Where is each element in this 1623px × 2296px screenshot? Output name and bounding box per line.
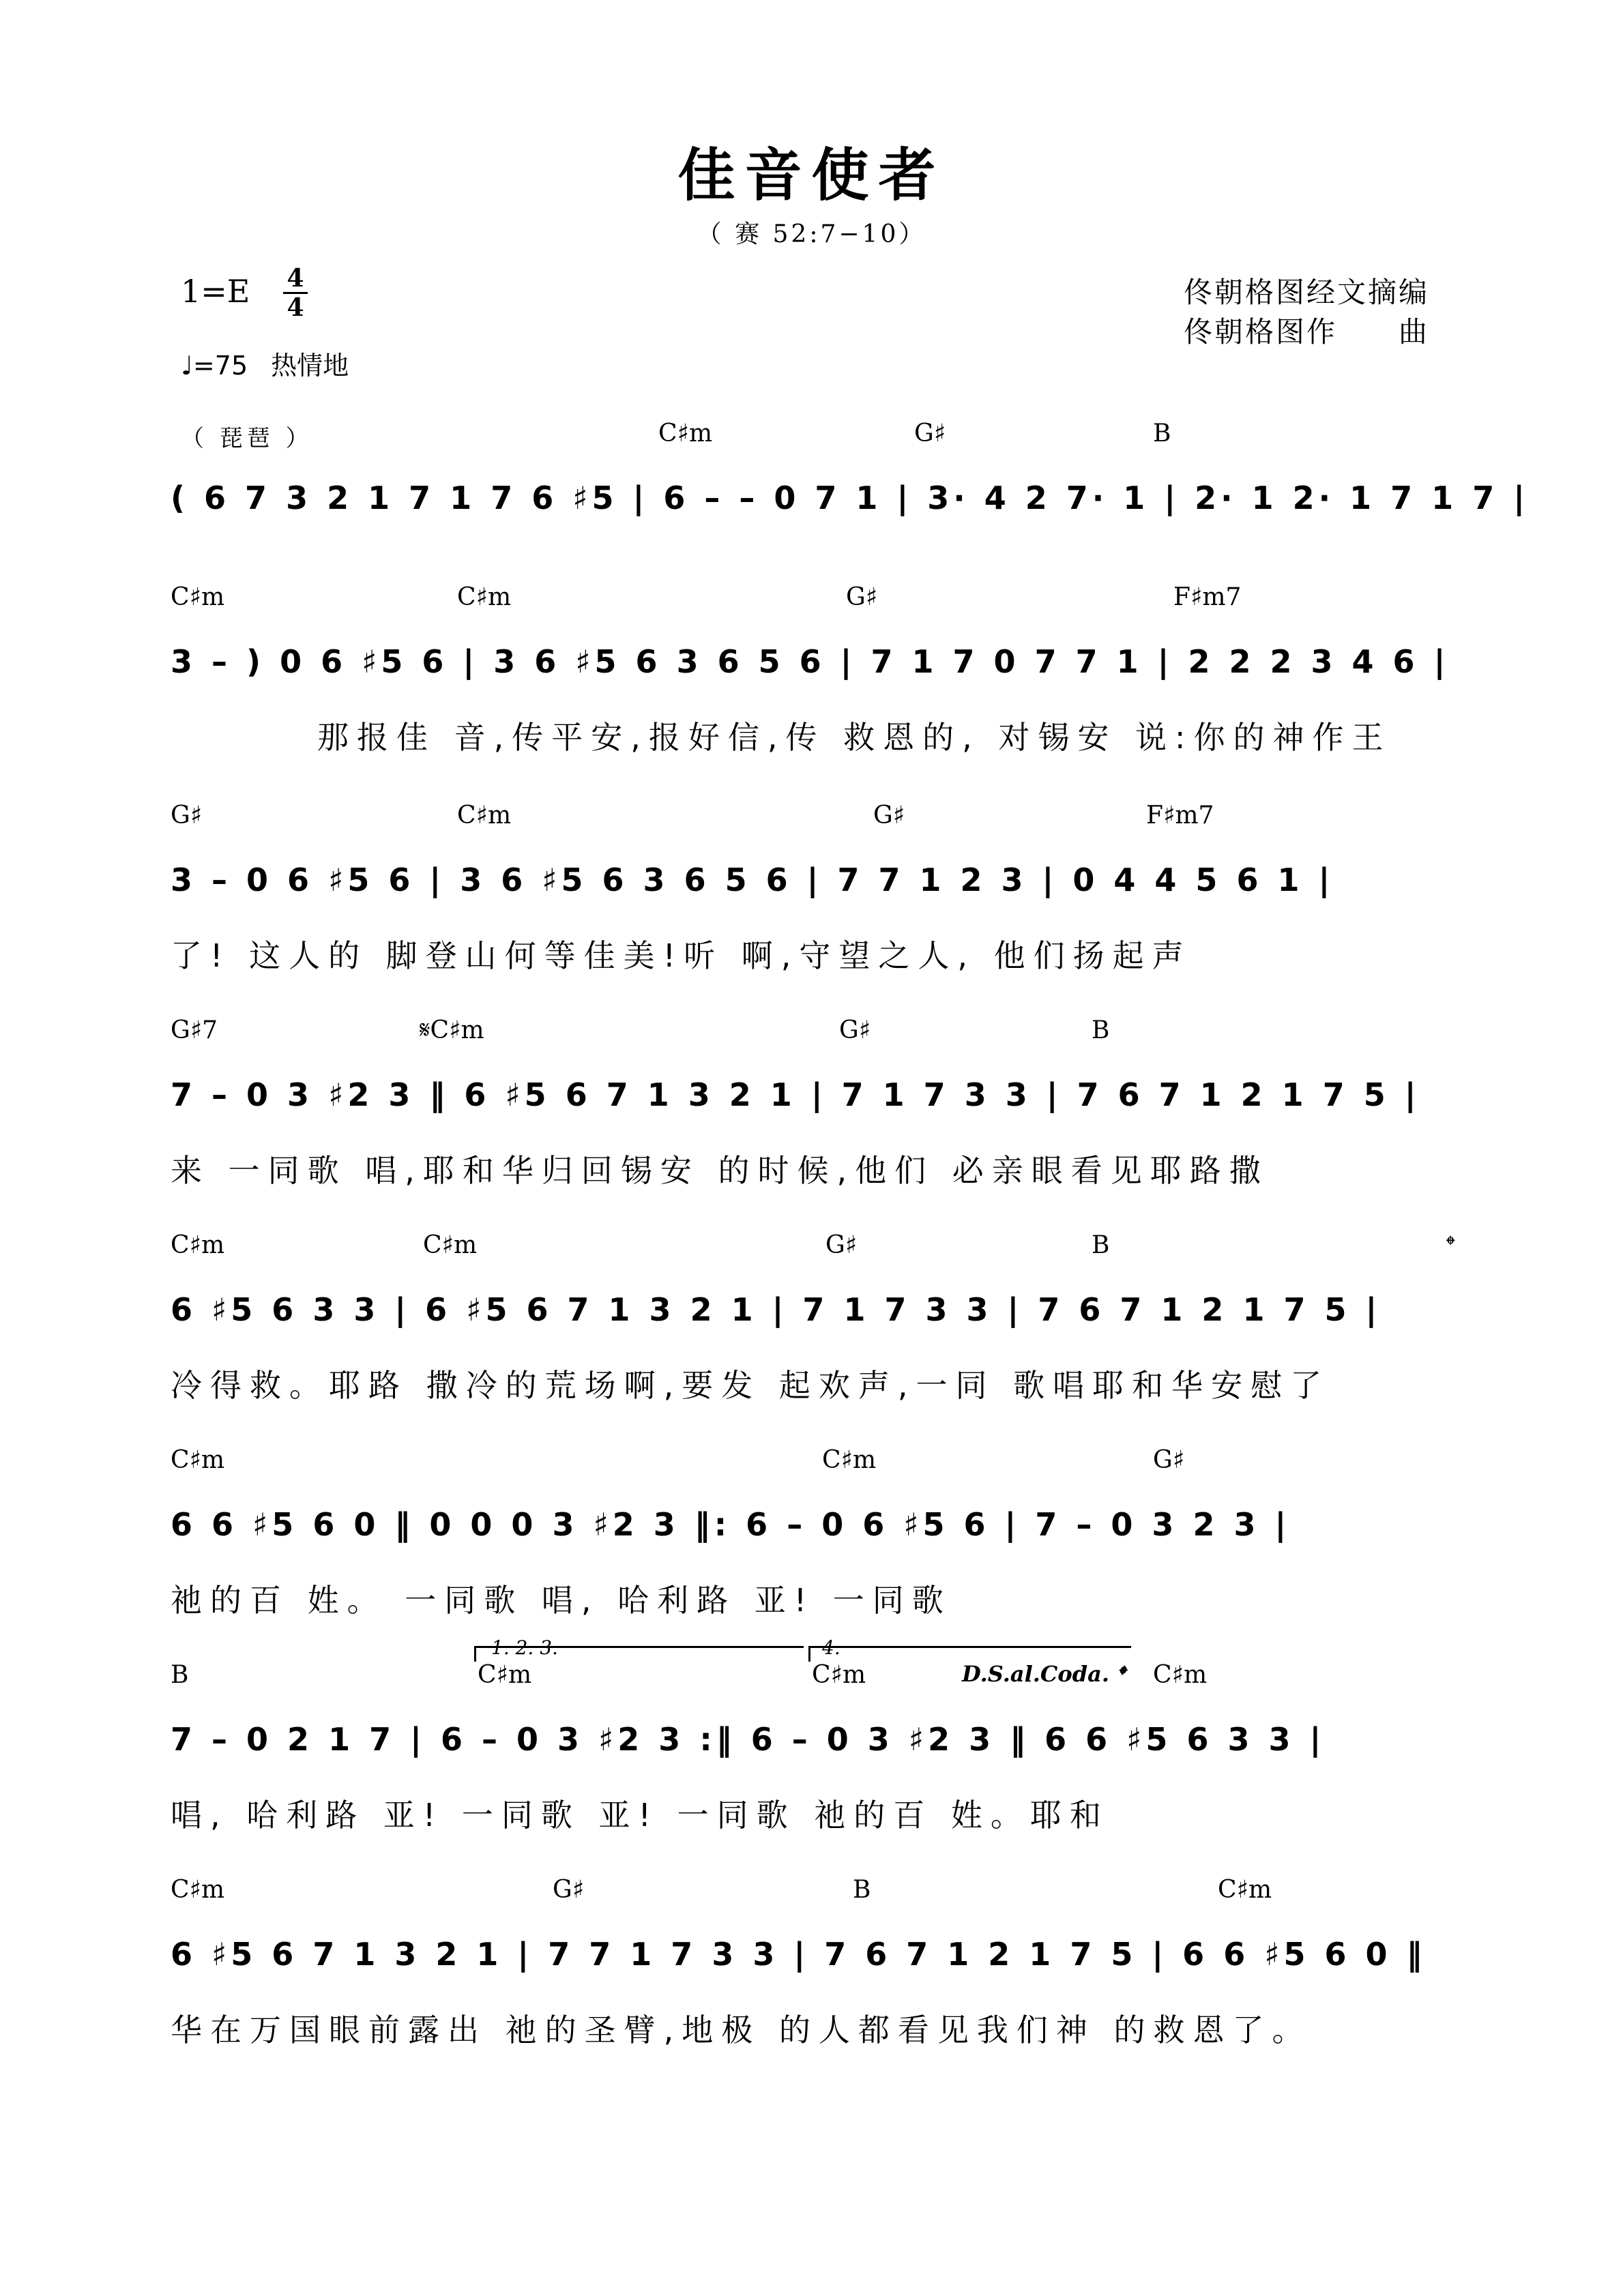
chord-symbol: C♯m bbox=[423, 1231, 478, 1259]
credit-words: 佟朝格图经文摘编 bbox=[1184, 276, 1430, 309]
time-top: 4 bbox=[287, 264, 304, 293]
second-ending-label: 4. bbox=[822, 1636, 840, 1659]
mood-marking: 热情地 bbox=[271, 351, 349, 381]
notation-row bbox=[171, 1279, 1467, 1354]
chord-symbol: G♯ bbox=[553, 1876, 585, 1904]
chord-symbol: B bbox=[1092, 1231, 1110, 1259]
jianpu-notes: 3 – 0 6 ♯5 6 | 3 6 ♯5 6 3 6 5 6 | 7 7 1 2 3 | 0 4 4 5 6 1 | bbox=[171, 862, 1334, 898]
score-system-5 bbox=[171, 1231, 1467, 1415]
chord-symbol: C♯m bbox=[457, 801, 512, 829]
chord-symbol: G♯ bbox=[825, 1231, 858, 1259]
chord-symbol: G♯ bbox=[914, 420, 946, 447]
jianpu-notes: 7 – 0 2 1 7 | 6 – 0 3 ♯2 3 :‖ 6 – 0 3 ♯2 3 ‖ 6 6 ♯5 6 3 3 | bbox=[171, 1721, 1326, 1758]
lyrics-line: 冷得救。耶路 撒冷的荒场啊,要发 起欢声,一同 歌唱耶和华安慰了 bbox=[171, 1367, 1330, 1404]
chord-symbol: G♯ bbox=[873, 801, 905, 829]
notation-row bbox=[171, 1924, 1467, 1999]
lyrics-row bbox=[171, 1576, 1467, 1630]
chord-symbol: F♯m7 bbox=[1173, 583, 1242, 611]
tempo-marking bbox=[181, 344, 349, 382]
chord-row bbox=[171, 1231, 1467, 1279]
chord-symbol: C♯m bbox=[822, 1446, 877, 1474]
chord-row bbox=[171, 801, 1467, 849]
chord-symbol: B bbox=[1153, 420, 1171, 447]
score-system-6 bbox=[171, 1446, 1467, 1630]
chord-symbol: C♯m bbox=[1218, 1876, 1272, 1904]
score-system-8 bbox=[171, 1876, 1467, 2060]
lyrics-row bbox=[171, 1361, 1467, 1415]
jianpu-notes: 7 – 0 3 ♯2 3 ‖ 6 ♯5 6 7 1 3 2 1 | 7 1 7 3 3 | 7 6 7 1 2 1 7 5 | bbox=[171, 1076, 1420, 1113]
jianpu-notes: ( 6 7 3 2 1 7 1 7 6 ♯5 | 6 – – 0 7 1 | 3· 4 2 7· 1 | 2· 1 2· 1 7 1 7 | bbox=[171, 480, 1530, 516]
chord-symbol: F♯m7 bbox=[1146, 801, 1214, 829]
key-signature: 1=E bbox=[181, 273, 250, 310]
chord-symbol: B bbox=[171, 1661, 189, 1689]
score-system-1 bbox=[171, 420, 1530, 542]
score-system-2 bbox=[171, 583, 1467, 767]
notation-row bbox=[171, 849, 1467, 924]
jianpu-notes: 3 – ) 0 6 ♯5 6 | 3 6 ♯5 6 3 6 5 6 | 7 1 7 0 7 7 1 | 2 2 2 3 4 6 | bbox=[171, 643, 1450, 680]
chord-row bbox=[171, 1661, 1467, 1709]
lyrics-line: 了! 这人的 脚登山何等佳美!听 啊,守望之人, 他们扬起声 bbox=[171, 937, 1192, 974]
lyrics-line: 来 一同歌 唱,耶和华归回锡安 的时候,他们 必亲眼看见耶路撒 bbox=[171, 1152, 1269, 1189]
lyrics-line: 那报佳 音,传平安,报好信,传 救恩的, 对锡安 说:你的神作王 bbox=[317, 719, 1392, 756]
chord-row bbox=[171, 1446, 1467, 1494]
coda-icon: 𝄌 bbox=[1446, 1231, 1455, 1259]
chord-symbol: C♯m bbox=[171, 1446, 225, 1474]
lyrics-line: 祂的百 姓。 一同歌 唱, 哈利路 亚! 一同歌 bbox=[171, 1582, 952, 1619]
lyrics-line: 华在万国眼前露出 祂的圣臂,地极 的人都看见我们神 的救恩了。 bbox=[171, 2012, 1312, 2048]
notation-row bbox=[171, 467, 1530, 542]
credit-music: 佟朝格图作 曲 bbox=[1184, 315, 1430, 349]
chord-symbol: C♯m bbox=[478, 1661, 532, 1689]
chord-row bbox=[171, 1876, 1467, 1924]
notation-row bbox=[171, 1709, 1467, 1784]
lyrics-row bbox=[171, 931, 1467, 986]
lyrics-row bbox=[171, 2005, 1467, 2060]
intro-instrument-label: （ 琵琶 ） bbox=[181, 425, 313, 452]
song-title: 佳音使者 bbox=[677, 141, 946, 209]
notation-row bbox=[171, 1494, 1467, 1569]
jianpu-notes: 6 ♯5 6 3 3 | 6 ♯5 6 7 1 3 2 1 | 7 1 7 3 3 | 7 6 7 1 2 1 7 5 | bbox=[171, 1291, 1381, 1328]
chord-symbol: C♯m bbox=[171, 1876, 225, 1904]
lyrics-line: 唱, 哈利路 亚! 一同歌 亚! 一同歌 祂的百 姓。耶和 bbox=[171, 1797, 1109, 1834]
chord-row bbox=[171, 420, 1467, 467]
jianpu-notes: 6 6 ♯5 6 0 ‖ 0 0 0 3 ♯2 3 ‖: 6 – 0 6 ♯5 6 | 7 – 0 3 2 3 | bbox=[171, 1506, 1291, 1543]
score-system-7 bbox=[171, 1636, 1467, 1845]
time-bottom: 4 bbox=[287, 293, 304, 322]
score-system-4 bbox=[171, 1016, 1467, 1201]
chord-symbol: B bbox=[853, 1876, 871, 1904]
scripture-reference: （ 赛 52:7−10） bbox=[697, 220, 926, 248]
chord-symbol: C♯m bbox=[171, 583, 225, 611]
credits bbox=[1184, 273, 1429, 352]
notation-row bbox=[171, 631, 1467, 706]
ds-al-coda-marking: D.S.al.Coda. 𝄌 bbox=[962, 1661, 1125, 1687]
chord-symbol: C♯m bbox=[171, 1231, 225, 1259]
notation-row bbox=[171, 1064, 1467, 1139]
tempo-value: ♩=75 bbox=[181, 351, 248, 381]
chord-symbol: B bbox=[1092, 1016, 1110, 1044]
chord-symbol: G♯ bbox=[846, 583, 878, 611]
second-ending-bracket bbox=[808, 1646, 1131, 1662]
chord-symbol: C♯m bbox=[457, 583, 512, 611]
lyrics-row bbox=[171, 1791, 1467, 1845]
chord-symbol: 𝄋C♯m bbox=[420, 1016, 484, 1044]
chord-symbol: G♯ bbox=[1153, 1446, 1185, 1474]
chord-symbol: C♯m bbox=[658, 420, 713, 447]
chord-row bbox=[171, 583, 1467, 631]
first-ending-label: 1. 2. 3. bbox=[491, 1636, 558, 1659]
lyrics-row bbox=[171, 1146, 1467, 1201]
chord-symbol: C♯m bbox=[812, 1661, 866, 1689]
chord-symbol: C♯m bbox=[1153, 1661, 1208, 1689]
time-signature bbox=[283, 266, 308, 320]
jianpu-notes: 6 ♯5 6 7 1 3 2 1 | 7 7 1 7 3 3 | 7 6 7 1 2 1 7 5 | 6 6 ♯5 6 0 ‖ bbox=[171, 1936, 1427, 1973]
lyrics-row bbox=[171, 713, 1467, 767]
chord-symbol: G♯7 bbox=[171, 1016, 218, 1044]
chord-symbol: G♯ bbox=[839, 1016, 871, 1044]
chord-symbol: G♯ bbox=[171, 801, 203, 829]
chord-row bbox=[171, 1016, 1467, 1064]
score-system-3 bbox=[171, 801, 1467, 986]
